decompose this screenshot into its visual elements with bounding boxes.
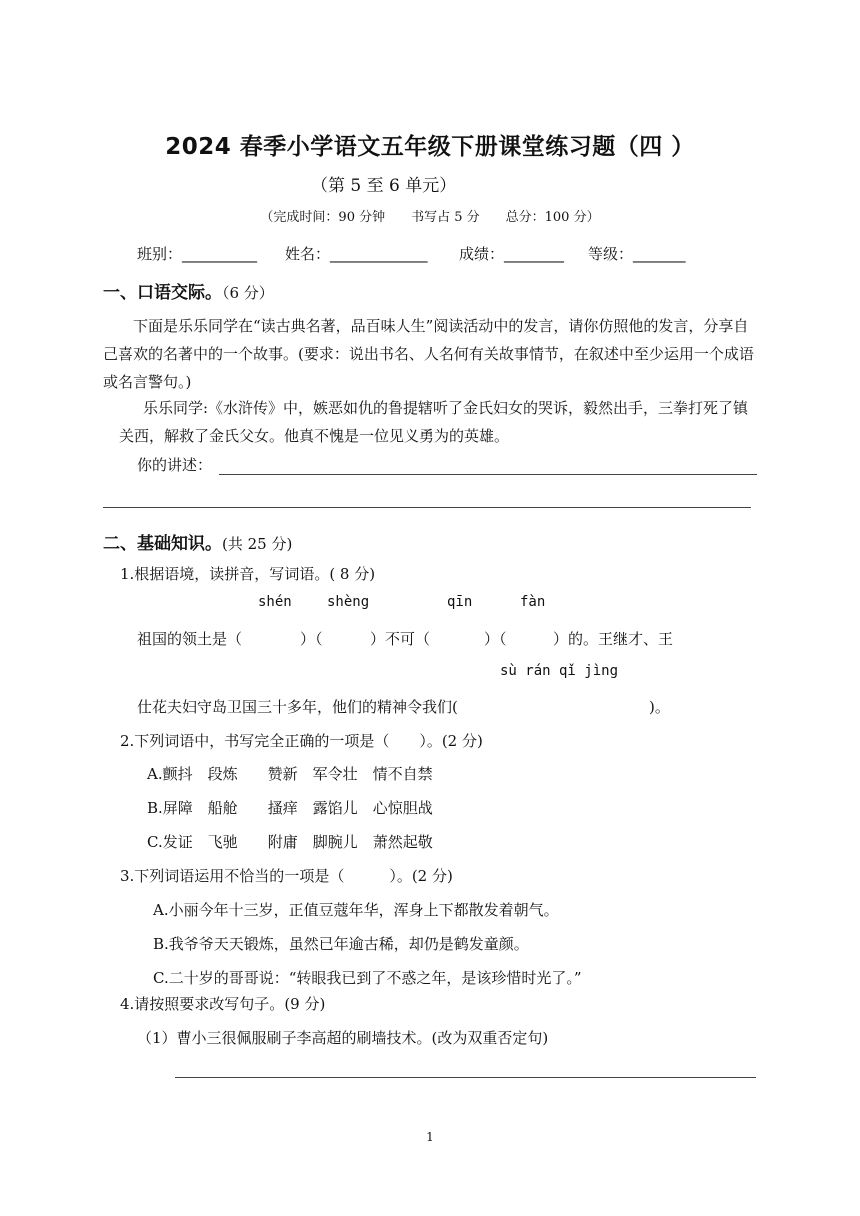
class-field[interactable]: 班别：__________ <box>137 245 258 263</box>
q1-pinyin-line2: sù rán qǐ jìng <box>500 663 619 679</box>
q2-option-b[interactable]: B.屏障 船舱 搔痒 露馅儿 心惊胆战 <box>147 799 433 817</box>
q4-sub1: （1）曹小三很佩服刷子李高超的刷墙技术。(改为双重否定句) <box>137 1029 549 1047</box>
section1-heading <box>103 278 274 303</box>
section1-prompt: 下面是乐乐同学在“读古典名著，品百味人生”阅读活动中的发言，请你仿照他的发言，分享自己喜欢的名著中的一个故事。(要求：说出书名、人名何有关故事情节，在叙述中至少运用一个成语或名言警句。) <box>103 317 754 391</box>
name-field[interactable]: 姓名：_____________ <box>285 245 428 263</box>
q2-option-c[interactable]: C.发证 飞驰 附庸 脚腕儿 萧然起敬 <box>147 833 433 851</box>
section1-title: 一、口语交际。 <box>103 283 222 303</box>
section2-title: 二、基础知识。 <box>103 534 222 554</box>
q1-pinyin-4: fàn <box>520 594 546 610</box>
answer-line-1[interactable] <box>219 474 757 475</box>
q1-line1-part3: ）不可（ <box>370 630 431 648</box>
q1-line2-part1: 仕花夫妇守岛卫国三十多年，他们的精神令我们( <box>137 698 458 716</box>
score-field[interactable]: 成绩：________ <box>459 245 565 263</box>
q1-line1-part4: ）（ <box>484 630 507 648</box>
page-title: 2024 春季小学语文五年级下册课堂练习题（四 ） <box>165 134 695 160</box>
section1-points: （6 分） <box>222 284 274 302</box>
unit-range: （第 5 至 6 单元） <box>311 176 457 196</box>
q2-option-a[interactable]: A.颤抖 段炼 赞新 军令壮 情不自禁 <box>147 765 433 783</box>
grade-field[interactable]: 等级：_______ <box>588 245 686 263</box>
q4-prompt: 4.请按照要求改写句子。(9 分) <box>120 995 326 1013</box>
q4-answer-line[interactable] <box>175 1077 756 1078</box>
q1-line1-part1: 祖国的领土是（ <box>137 630 243 648</box>
q1-line2-part2: )。 <box>649 698 670 716</box>
q3-prompt: 3.下列词语运用不恰当的一项是（ ）。(2 分) <box>120 867 453 885</box>
answer-label: 你的讲述： <box>137 456 213 474</box>
q2-prompt: 2.下列词语中，书写完全正确的一项是（ ）。(2 分) <box>120 732 483 750</box>
exam-meta: （完成时间：90 分钟 书写占 5 分 总分：100 分） <box>260 210 600 225</box>
q1-pinyin-1: shén <box>258 594 292 610</box>
q1-line1-part2: ）（ <box>300 630 323 648</box>
q1-line1-part5: ）的。王继才、王 <box>553 630 674 648</box>
q3-option-b[interactable]: B.我爷爷天天锻炼，虽然已年逾古稀，却仍是鹤发童颜。 <box>153 935 529 953</box>
section2-heading <box>103 529 292 554</box>
section1-example: 乐乐同学:《水浒传》中，嫉恶如仇的鲁提辖听了金氏妇女的哭诉，毅然出手，三拳打死了镇关西，解救了金氏父女。他真不愧是一位见义勇为的英雄。 <box>119 399 749 445</box>
q3-option-a[interactable]: A.小丽今年十三岁，正值豆蔻年华，浑身上下都散发着朝气。 <box>153 901 559 919</box>
q3-option-c[interactable]: C.二十岁的哥哥说：“转眼我已到了不惑之年，是该珍惜时光了。” <box>153 969 582 987</box>
q1-pinyin-2: shèng <box>327 594 370 610</box>
section2-points: (共 25 分) <box>222 535 293 553</box>
page-number: 1 <box>426 1130 434 1144</box>
answer-line-2[interactable] <box>103 507 751 508</box>
q1-pinyin-3: qīn <box>447 594 473 610</box>
q1-prompt: 1.根据语境，读拼音，写词语。( 8 分) <box>120 565 376 583</box>
